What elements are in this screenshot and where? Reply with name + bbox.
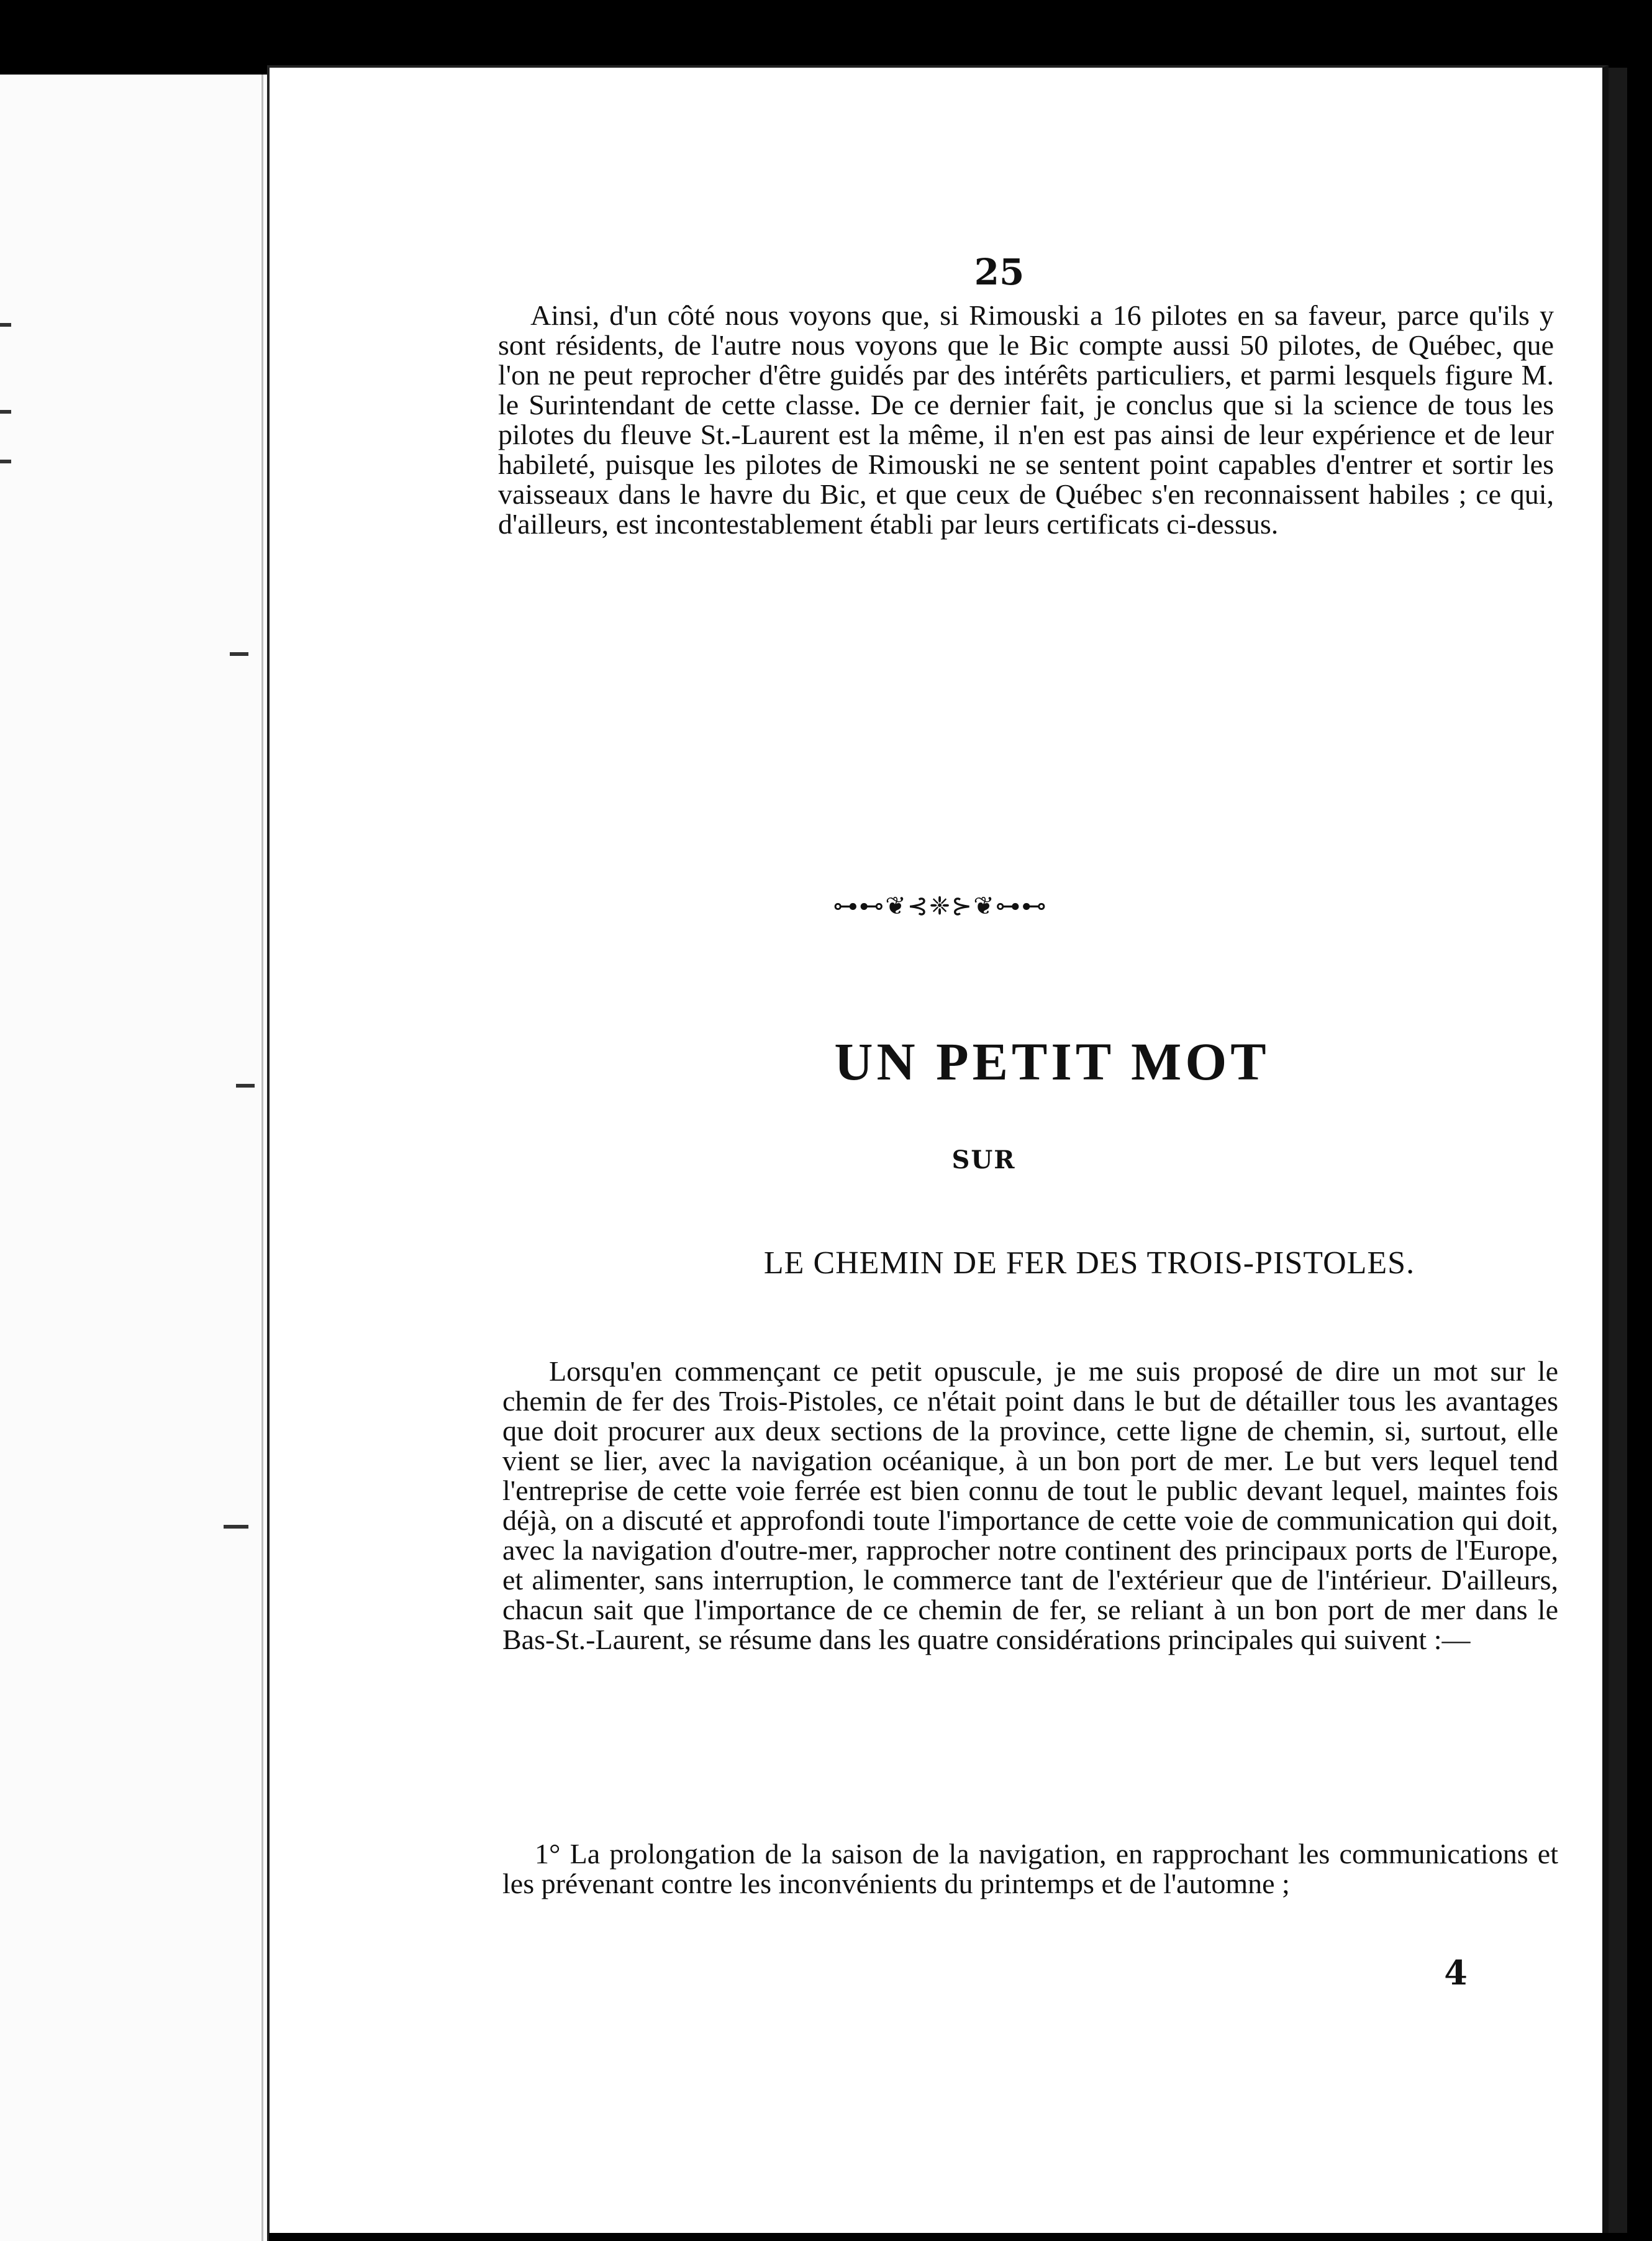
section-title-connector: SUR (951, 1145, 1016, 1175)
paragraph-item-1 (502, 1839, 1558, 1899)
paragraph-text: Ainsi, d'un côté nous voyons que, si Rimouski a 16 pilotes en sa faveur, parce qu'ils y sont résidents, de l'autre nous voyons que le Bic compte aussi 50 pilotes, de Québec, que l'on ne peut reprocher d'être guidés par des intérêts particuliers, et parmi lesquels figure M. le Surintendant de cette classe. De ce dernier fait, je conclus que si la science de tous les pilotes du fleuve St.-Laurent est la même, il n'en est pas ainsi de leur expérience et de leur habileté, puisque les pilotes de Rimouski ne se sentent point capables d'entrer et sortir les vaisseaux dans le havre du Bic, et que ceux de Québec s'en reconnaissent habiles ; ce qui, d'ailleurs, est incontestablement établi par leurs certificats ci-dessus. (498, 299, 1554, 540)
page-edge (1609, 68, 1627, 2233)
paragraph-body (502, 1357, 1558, 1655)
paragraph-text: 1° La prolongation de la saison de la navigation, en rapprochant les communications et les prévenant contre les inconvénients du printemps et de l'automne ; (502, 1838, 1558, 1899)
document-page (267, 65, 1609, 2233)
margin-mark (224, 1525, 248, 1529)
margin-mark (230, 652, 248, 656)
section-title: UN PETIT MOT (834, 1032, 1270, 1091)
gutter-line (261, 75, 263, 2241)
margin-mark (236, 1084, 255, 1088)
signature-mark: 4 (1444, 1953, 1468, 1993)
paragraph-text: Lorsqu'en commençant ce petit opuscule, je me suis proposé de dire un mot sur le chemin de fer des Trois-Pistoles, ce n'était point dans le but de détailler tous les avantages que doit procurer aux deux sections de la province, cette ligne de chemin, si, surtout, elle vient se lier, avec la navigation océanique, à un bon port de mer. Le but vers lequel tend l'entreprise de cette voie ferrée est bien connu de tout le public devant lequel, maintes fois déjà, on a discuté et approfondi toute l'importance de cette voie de communication qui doit, avec la navigation d'outre-mer, rapprocher notre continent des principaux ports de l'Europe, et alimenter, sans interruption, le commerce tant de l'extérieur que de l'intérieur. D'ailleurs, chacun sait que l'importance de ce chemin de fer, se reliant à un bon port de mer dans le Bas-St.-Laurent, se résume dans les quatre considérations principales qui suivent :— (502, 1355, 1558, 1655)
paragraph-top (498, 301, 1554, 539)
margin-mark (0, 323, 11, 327)
page-number: 25 (974, 251, 1025, 293)
margin-mark (0, 460, 11, 463)
facing-page (0, 75, 269, 2241)
section-subtitle: LE CHEMIN DE FER DES TROIS-PISTOLES. (763, 1245, 1415, 1281)
margin-mark (0, 410, 11, 414)
ornament-divider: ⊶⊷❦⊰❈⊱❦⊶⊷ (833, 892, 1048, 920)
